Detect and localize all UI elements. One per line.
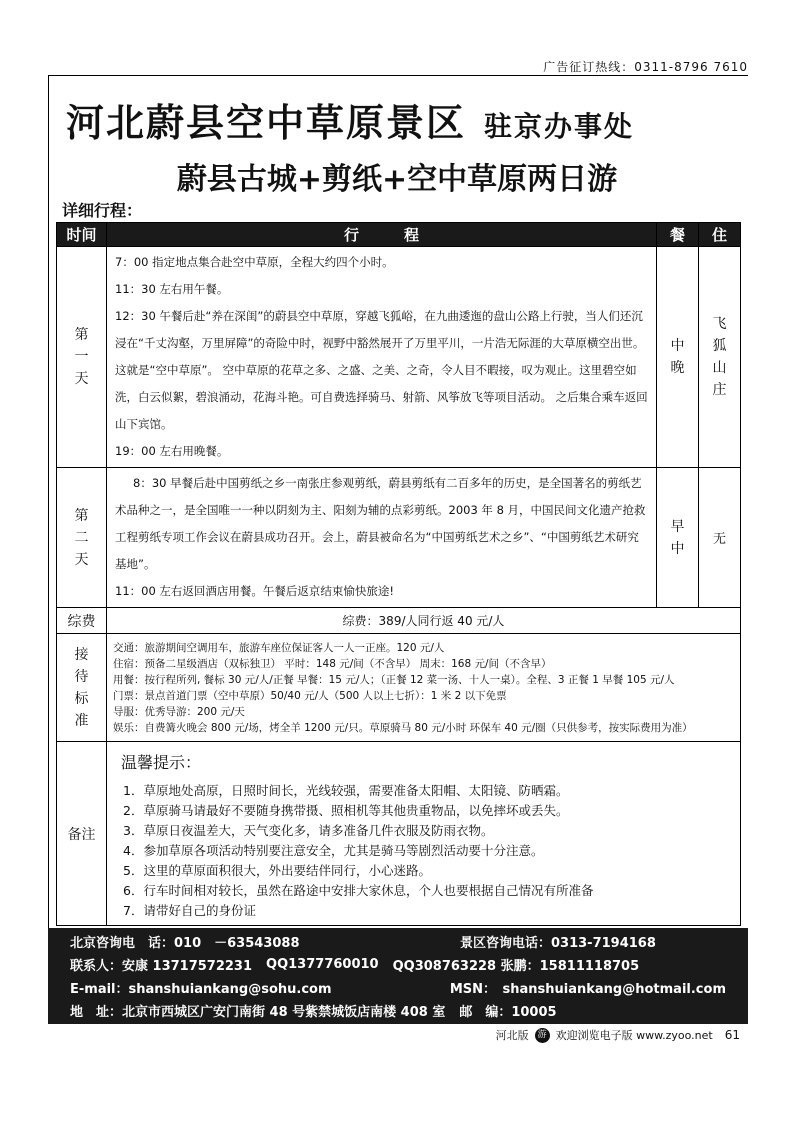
day2-row [57,468,741,608]
beijing-phone: 北京咨询电 话：010 －63543088 [70,936,300,951]
contact-postcode: 邮 编：10005 [459,1005,557,1020]
title-main: 河北蔚县空中草原景区 [66,101,467,145]
standard-content [107,634,741,742]
contact-address: 地 址：北京市西城区广安门南街 48 号紫禁城饭店南楼 408 室 [70,1005,446,1020]
detail-label: 详细行程： [62,201,143,220]
day1-meal-cell [657,247,699,468]
day2-stay-cell [699,468,741,608]
notes-label: 备注 [57,742,107,926]
header-itinerary: 行 程 [107,223,657,247]
tip-item: 5．这里的草原面积很大，外出要结伴同行，小心迷路。 [123,863,431,878]
day1-meal: 中晚 [670,338,685,376]
day2-meal-cell [657,468,699,608]
page-subtitle: 蔚县古城+剪纸+空中草原两日游 [176,162,618,197]
standard-label-cell [57,634,107,742]
standard-line: 门票：景点首道门票（空中草原）50/40 元/人（500 人以上七折）：1 米 2 以下免票 [113,689,507,702]
header-time: 时间 [57,223,107,247]
contact-person: 联系人：安康 13717572231 [70,959,253,974]
standard-line: 娱乐：自费篝火晚会 800 元/场，烤全羊 1200 元/只。草原骑马 80 元/小时 环保车 40 元/圈（只供参考，按实际费用为准） [113,721,693,734]
title-sub: 驻京办事处 [484,110,635,143]
left-rule [48,75,49,1015]
day1-label-cell [57,247,107,468]
footer-edition: 河北版 [495,1029,529,1042]
day2-meal: 早中 [670,518,685,557]
table-header-row [57,223,741,247]
day2-label: 第二天 [74,507,89,568]
day1-line: 19：00 左右用晚餐。 [115,444,229,458]
tip-item: 6．行车时间相对较长，虽然在路途中安排大家休息，个人也要根据自己情况有所准备 [123,883,594,898]
standard-row [57,634,741,742]
tips-title: 温馨提示： [121,753,202,772]
tip-item: 4．参加草原各项活动特别要注意安全，尤其是骑马等剧烈活动要十分注意。 [123,843,544,858]
page-title [66,92,746,147]
day2-stay: 无 [712,532,726,547]
contact-qq: QQ1377760010 [266,957,379,972]
day1-stay-cell [699,247,741,468]
header-stay: 住 [699,223,741,247]
top-rule [48,75,748,76]
contact-row-phone [70,930,726,953]
contact-block [48,928,748,1024]
page-footer [496,1027,740,1043]
day1-row [57,247,741,468]
day1-line: 11：30 左右用午餐。 [115,282,229,296]
standard-label: 接待标准 [74,646,89,729]
day2-line: 8：30 早餐后赴中国剪纸之乡一南张庄参观剪纸，蔚县剪纸有二百多年的历史，是全国著名的剪纸艺术品种之一，是全国唯一一种以阴刻为主、阳刻为辅的点彩剪纸。2003 年 8 月，中国民间文化遗产抢救工程剪纸专项工作会议在蔚县成功召开。会上，蔚县被命名为“中国剪纸艺术之乡”、“中国剪纸艺术研究基地”。 [115,476,646,571]
standard-line: 导服：优秀导游：200 元/天 [113,705,245,718]
standard-line: 住宿：预备二星级酒店（双标独卫） 平时：148 元/间（不含早） 周末：168 元/间（不含早） [113,657,552,670]
contact-row-email [70,976,726,999]
page-number: 61 [724,1028,740,1042]
day1-line: 7：00 指定地点集合赴空中草原，全程大约四个小时。 [115,255,394,269]
tip-item: 1．草原地处高原，日照时间长，光线较强，需要准备太阳帽、太阳镜、防晒霜。 [123,783,569,798]
contact-qq-2: QQ308763228 张鹏：15811118705 [392,959,640,974]
day2-line: 11：00 左右返回酒店用餐。午餐后返京结束愉快旅途! [115,584,395,598]
notes-content [107,742,741,926]
footer-badge-icon: 游 [535,1028,550,1043]
itinerary-table [56,222,741,926]
day1-line: 12：30 午餐后赴“养在深闺”的蔚县空中草原，穿越飞狐峪，在九曲逶迤的盘山公路上行驶，当人们还沉浸在“千丈沟壑，万里屏障”的奇险中时，视野中豁然展开了万里平川，一片浩无际涯的大草原横空出世。这就是“空中草原”。 空中草原的花草之多、之盛、之美、之奇，令人目不暇接，叹为观止。这里碧空如洗，白云似絮，碧浪涌动，花海斗艳。可自费选择骑马、射箭、风筝放飞等项目活动。 之后集合乘车返回山下宾馆。 [115,309,648,431]
day2-label-cell [57,468,107,608]
fee-text: 综费：389/人同行返 40 元/人 [107,608,741,634]
contact-msn: MSN： shanshuiankang@hotmail.com [449,982,726,997]
contact-row-people [70,953,726,976]
standard-line: 用餐：按行程所列, 餐标 30 元/人/正餐 早餐：15 元/人；（正餐 12 菜一汤、十人一桌）。全程、3 正餐 1 早餐 105 元/人 [113,673,675,686]
footer-welcome: 欢迎浏览电子版 www.zyoo.net [555,1029,713,1042]
notes-row [57,742,741,926]
scenic-phone: 景区咨询电话：0313-7194168 [460,936,656,951]
tip-item: 2．草原骑马请最好不要随身携带摄、照相机等其他贵重物品，以免摔坏或丢失。 [123,803,569,818]
day1-label: 第一天 [74,327,89,387]
header-meal: 餐 [657,223,699,247]
fee-row [57,608,741,634]
day1-content [107,247,657,468]
tip-item: 3．草原日夜温差大，天气变化多，请多准备几件衣服及防雨衣物。 [123,823,494,838]
fee-label: 综费 [57,608,107,634]
ad-hotline: 广告征订热线：0311-8796 7610 [543,60,748,74]
contact-row-address [70,999,726,1022]
day1-stay: 飞狐山庄 [712,316,727,398]
day2-content [107,468,657,608]
standard-line: 交通：旅游期间空调用车，旅游车座位保证客人一人一正座。120 元/人 [113,641,445,654]
tip-item: 7．请带好自己的身份证 [123,903,256,918]
contact-email: E-mail：shanshuiankang@sohu.com [70,982,332,997]
